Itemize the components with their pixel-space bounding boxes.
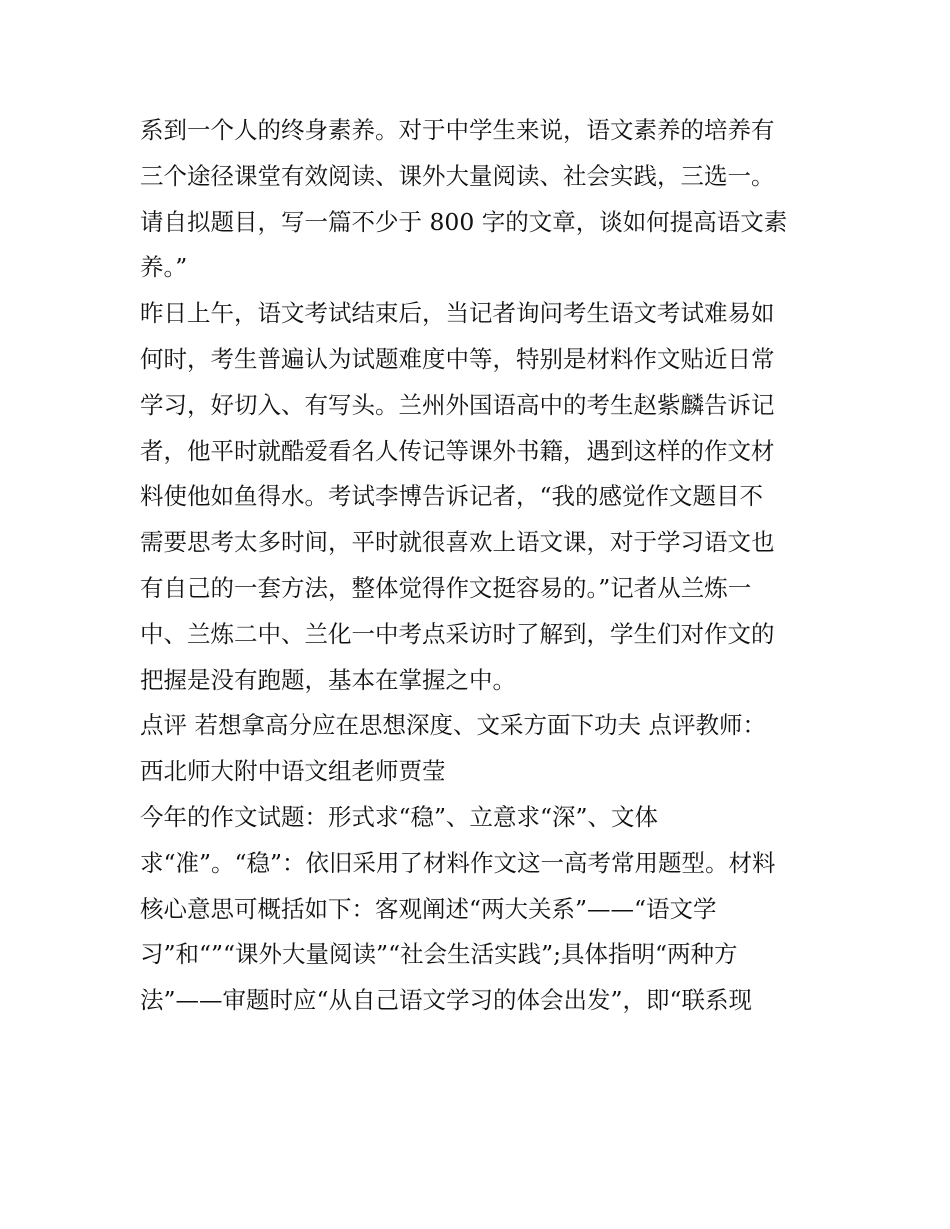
text-line: 点评 若想拿高分应在思想深度、文采方面下功夫 点评教师：	[140, 711, 766, 740]
text-line: 三个途径课堂有效阅读、课外大量阅读、社会实践，三选一。	[140, 161, 775, 190]
text-line: 习”和“”“课外大量阅读”“社会生活实践”;具体指明“两种方	[140, 940, 738, 969]
document-body	[140, 108, 820, 1024]
text-line: 请自拟题目，写一篇不少于 800 字的文章，谈如何提高语文素	[140, 207, 788, 236]
text-line: 料使他如鱼得水。考试李博告诉记者，“我的感觉作文题目不	[140, 482, 764, 511]
text-line: 何时，考生普遍认为试题难度中等，特别是材料作文贴近日常	[140, 344, 775, 373]
text-line: 需要思考太多时间，平时就很喜欢上语文课，对于学习语文也	[140, 528, 775, 557]
text-line: 昨日上午，语文考试结束后，当记者询问考生语文考试难易如	[140, 299, 775, 328]
text-line: 西北师大附中语文组老师贾莹	[140, 757, 446, 786]
text-line: 今年的作文试题：形式求“稳”、立意求“深”、文体	[140, 802, 659, 831]
text-line: 中、兰炼二中、兰化一中考点采访时了解到，学生们对作文的	[140, 619, 775, 648]
text-line: 核心意思可概括如下：客观阐述“两大关系”——“语文学	[140, 894, 717, 923]
text-line: 法”——审题时应“从自己语文学习的体会出发”，即“联系现	[140, 986, 753, 1015]
text-line: 求“准”。“稳”：依旧采用了材料作文这一高考常用题型。材料	[140, 848, 776, 877]
text-line: 系到一个人的终身素养。对于中学生来说，语文素养的培养有	[140, 116, 775, 144]
text-line: 有自己的一套方法，整体觉得作文挺容易的。”记者从兰炼一	[140, 573, 752, 602]
text-line: 养。”	[140, 253, 188, 282]
text-line: 者，他平时就酷爱看名人传记等课外书籍，遇到这样的作文材	[140, 436, 775, 465]
text-line: 学习，好切入、有写头。兰州外国语高中的考生赵紫麟告诉记	[140, 390, 775, 419]
text-line: 把握是没有跑题，基本在掌握之中。	[140, 665, 516, 694]
